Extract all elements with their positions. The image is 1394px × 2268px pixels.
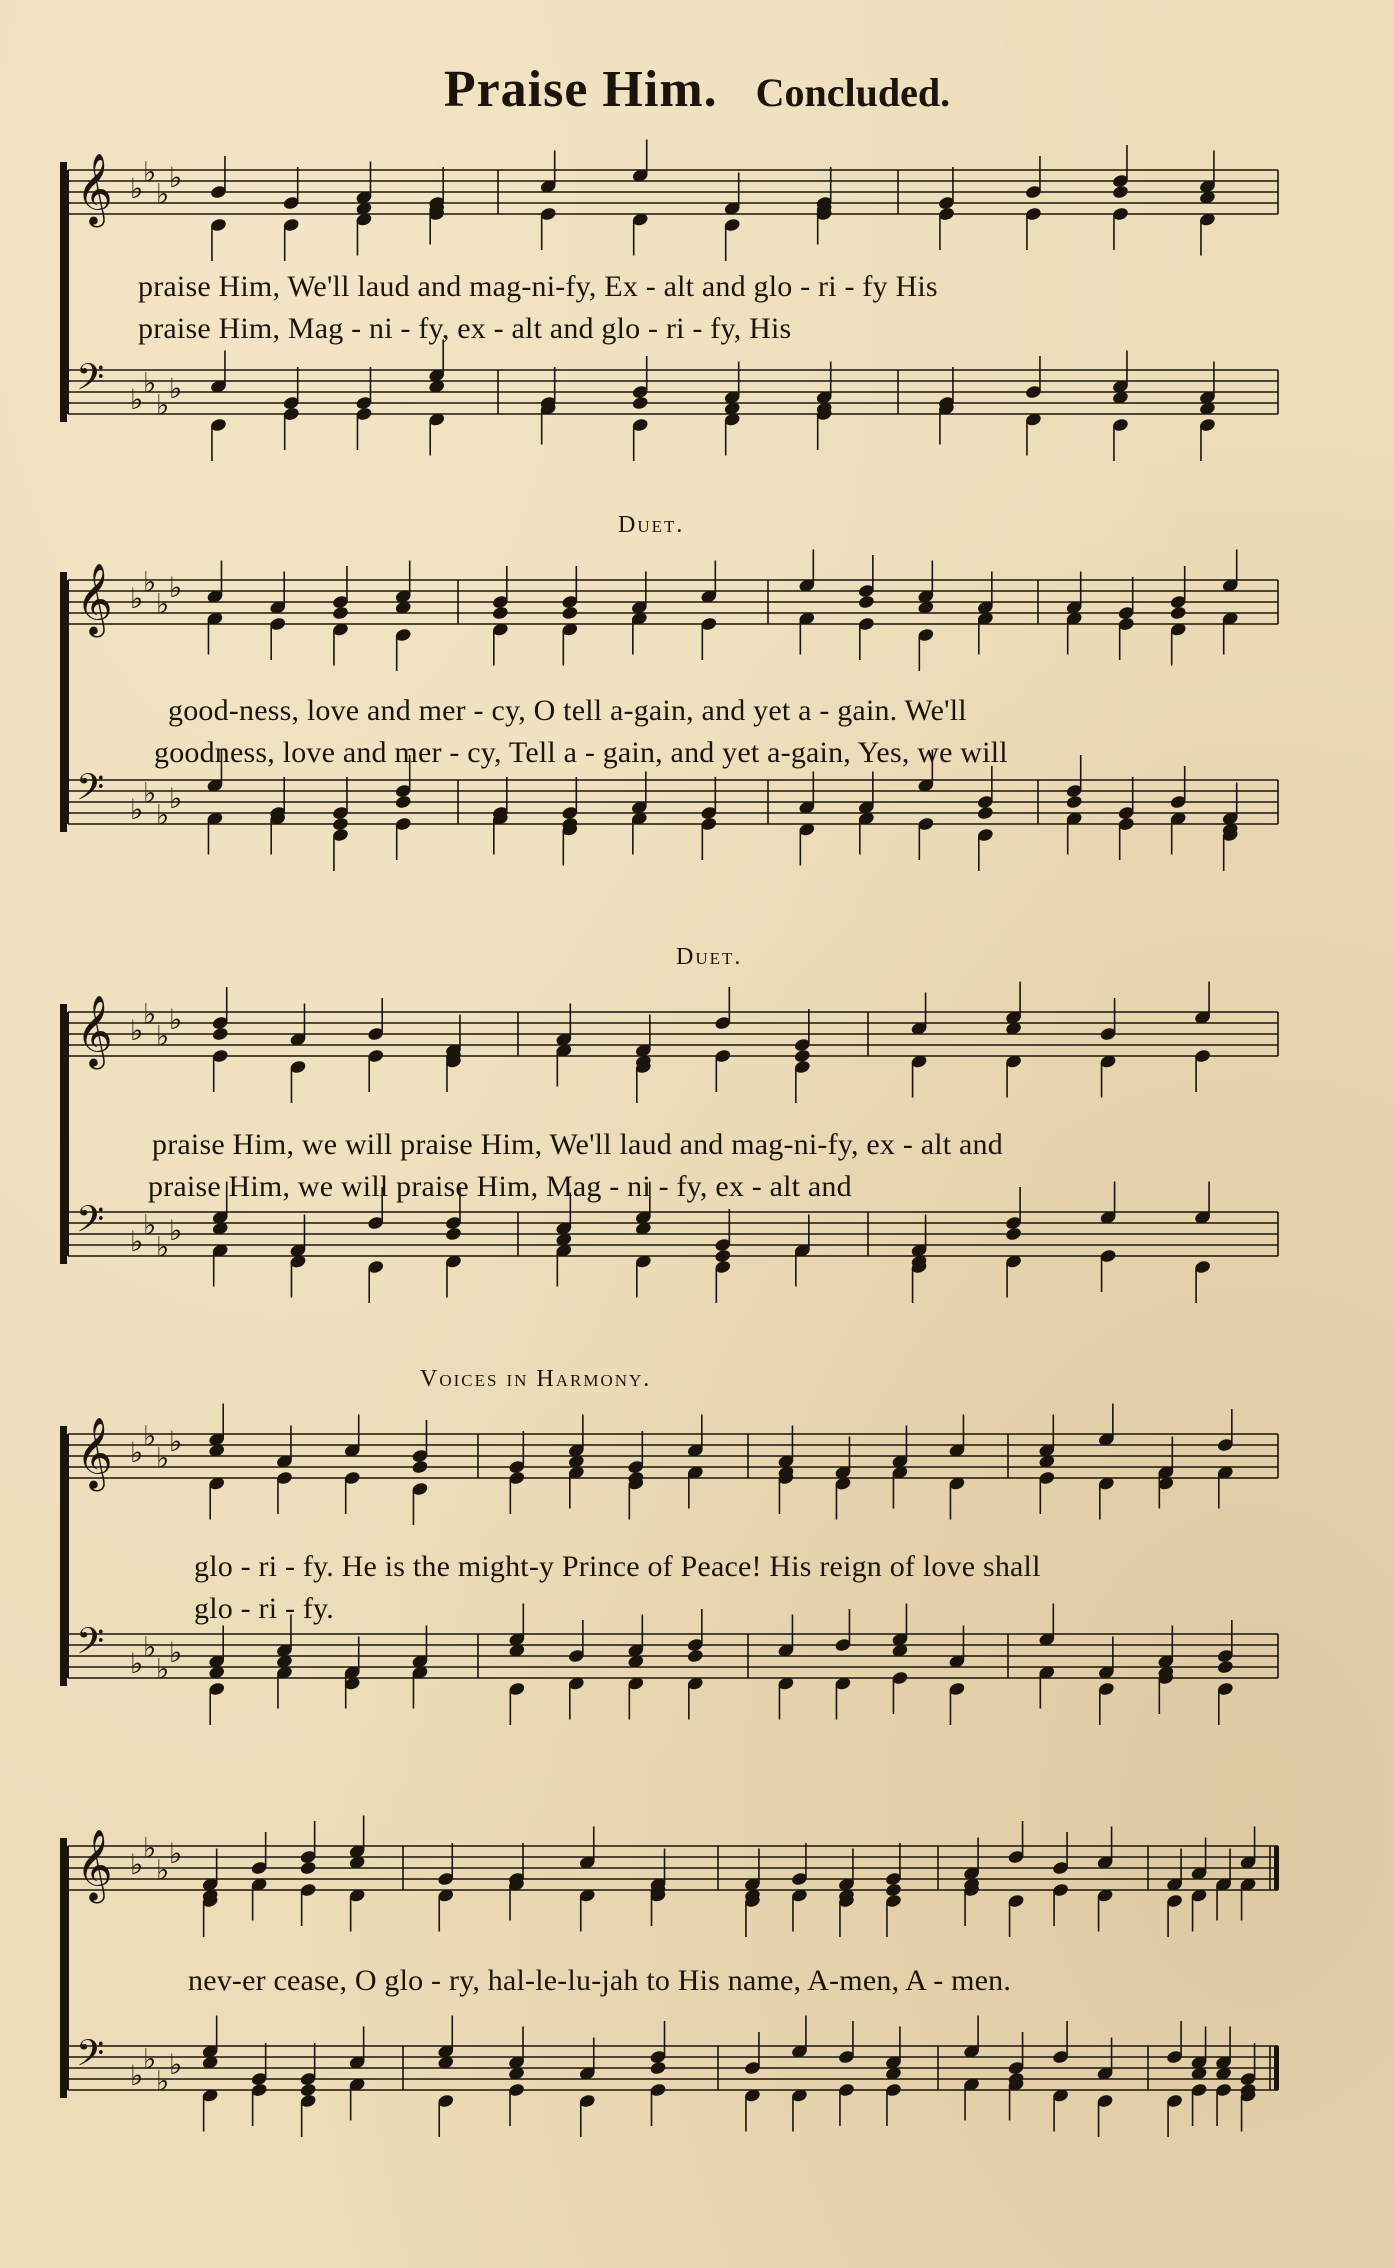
system-brace bbox=[60, 572, 67, 832]
music-system-2 bbox=[58, 560, 1278, 900]
system-brace bbox=[60, 1004, 67, 1264]
treble-clef-icon: 𝄞 bbox=[76, 151, 113, 225]
page-title: Praise Him. bbox=[443, 61, 718, 118]
treble-staff bbox=[68, 982, 1278, 1104]
lyric-line-1: praise Him, We'll laud and mag-ni-fy, Ex - alt and glo - ri - fy His bbox=[138, 270, 938, 303]
system-brace bbox=[60, 1426, 67, 1686]
page-subtitle: Concluded. bbox=[755, 70, 951, 115]
flat-sign-icon: ♭ bbox=[130, 1848, 144, 1881]
treble-staff bbox=[68, 140, 1278, 262]
flat-sign-icon: ♭ bbox=[156, 1652, 170, 1686]
final-bar-thick bbox=[1274, 1846, 1279, 1890]
flat-sign-icon: ♭ bbox=[169, 2048, 183, 2081]
flat-sign-icon: ♭ bbox=[143, 2042, 157, 2076]
section-heading-voices-in-harmony: Voices in Harmony. bbox=[420, 1366, 652, 1392]
section-heading-duet-1: Duet. bbox=[618, 512, 685, 538]
system-brace bbox=[60, 162, 67, 422]
flat-sign-icon: ♭ bbox=[156, 2064, 170, 2098]
note-head bbox=[411, 1459, 429, 1474]
note-head bbox=[1005, 1226, 1023, 1241]
flat-sign-icon: ♭ bbox=[169, 161, 183, 194]
music-system-3 bbox=[58, 992, 1278, 1332]
flat-sign-icon: ♭ bbox=[169, 782, 183, 815]
treble-clef-icon: 𝄞 bbox=[76, 1415, 113, 1489]
note-head bbox=[332, 605, 350, 620]
lyric-line-1: praise Him, we will praise Him, We'll laud and mag-ni-fy, ex - alt and bbox=[152, 1128, 1003, 1161]
bass-staff bbox=[68, 340, 1278, 462]
flat-sign-icon: ♭ bbox=[143, 1630, 157, 1664]
note-head bbox=[299, 1860, 317, 1875]
treble-staff bbox=[68, 1816, 1279, 1938]
flat-sign-icon: ♭ bbox=[169, 1837, 183, 1870]
note-head bbox=[561, 605, 579, 620]
bass-clef-icon: 𝄢 bbox=[76, 1620, 105, 1672]
flat-sign-icon: ♭ bbox=[130, 582, 144, 615]
note-head bbox=[686, 1648, 704, 1663]
flat-sign-icon: ♭ bbox=[156, 587, 170, 621]
flat-sign-icon: ♭ bbox=[130, 172, 144, 205]
flat-sign-icon: ♭ bbox=[156, 798, 170, 832]
music-system-5 bbox=[58, 1826, 1278, 2166]
flat-sign-icon: ♭ bbox=[130, 1647, 144, 1680]
flat-sign-icon: ♭ bbox=[169, 1636, 183, 1669]
treble-clef-icon: 𝄞 bbox=[76, 1827, 113, 1901]
system-brace bbox=[60, 1838, 67, 2098]
note-head bbox=[1216, 1659, 1234, 1674]
flat-sign-icon: ♭ bbox=[169, 1003, 183, 1036]
flat-sign-icon: ♭ bbox=[156, 1230, 170, 1264]
staff-notation-3 bbox=[58, 992, 1278, 1332]
note-head bbox=[976, 805, 994, 820]
note-head bbox=[857, 594, 875, 609]
lyric-line-1: glo - ri - fy. He is the might-y Prince of Peace! His reign of love shall bbox=[194, 1550, 1041, 1583]
flat-sign-icon: ♭ bbox=[130, 2059, 144, 2092]
flat-sign-icon: ♭ bbox=[169, 1214, 183, 1247]
lyric-line-1: good-ness, love and mer - cy, O tell a-gain, and yet a - gain. We'll bbox=[168, 694, 967, 727]
flat-sign-icon: ♭ bbox=[130, 1436, 144, 1469]
flat-sign-icon: ♭ bbox=[143, 565, 157, 599]
flat-sign-icon: ♭ bbox=[156, 1853, 170, 1887]
flat-sign-icon: ♭ bbox=[156, 1441, 170, 1475]
lyric-line-2: praise Him, we will praise Him, Mag - ni - fy, ex - alt and bbox=[148, 1170, 852, 1203]
bass-clef-icon: 𝄢 bbox=[76, 356, 105, 408]
music-system-4 bbox=[58, 1414, 1278, 1754]
treble-clef-icon: 𝄞 bbox=[76, 993, 113, 1067]
flat-sign-icon: ♭ bbox=[143, 1831, 157, 1865]
lyric-line-2: praise Him, Mag - ni - fy, ex - alt and glo - ri - fy, His bbox=[138, 312, 792, 345]
bass-clef-icon: 𝄢 bbox=[76, 766, 105, 818]
note-head bbox=[1112, 184, 1130, 199]
flat-sign-icon: ♭ bbox=[143, 1208, 157, 1242]
flat-sign-icon: ♭ bbox=[143, 1419, 157, 1453]
music-system-1 bbox=[58, 150, 1278, 490]
flat-sign-icon: ♭ bbox=[143, 366, 157, 400]
treble-clef-icon: 𝄞 bbox=[76, 561, 113, 635]
bass-clef-icon: 𝄢 bbox=[76, 1198, 105, 1250]
title-row bbox=[0, 60, 1394, 119]
flat-sign-icon: ♭ bbox=[143, 997, 157, 1031]
flat-sign-icon: ♭ bbox=[156, 388, 170, 422]
flat-sign-icon: ♭ bbox=[130, 383, 144, 416]
flat-sign-icon: ♭ bbox=[169, 372, 183, 405]
flat-sign-icon: ♭ bbox=[130, 793, 144, 826]
flat-sign-icon: ♭ bbox=[130, 1014, 144, 1047]
lyric-line-2: goodness, love and mer - cy, Tell a - gain, and yet a-gain, Yes, we will bbox=[154, 736, 1008, 769]
bass-clef-icon: 𝄢 bbox=[76, 2032, 105, 2084]
flat-sign-icon: ♭ bbox=[156, 177, 170, 211]
flat-sign-icon: ♭ bbox=[169, 1425, 183, 1458]
lyric-line-1: nev-er cease, O glo - ry, hal-le-lu-jah to His name, A-men, A - men. bbox=[188, 1964, 1012, 1997]
flat-sign-icon: ♭ bbox=[143, 155, 157, 189]
note-head bbox=[211, 1026, 229, 1041]
treble-staff bbox=[68, 550, 1278, 672]
note-head bbox=[445, 1226, 463, 1241]
lyric-line-2: glo - ri - fy. bbox=[194, 1592, 334, 1625]
section-heading-duet-2: Duet. bbox=[676, 944, 743, 970]
staff-notation-2 bbox=[58, 560, 1278, 900]
treble-staff bbox=[68, 1404, 1278, 1526]
note-head bbox=[1169, 605, 1187, 620]
note-head bbox=[649, 2060, 667, 2075]
note-head bbox=[491, 605, 509, 620]
note-head bbox=[631, 395, 649, 410]
flat-sign-icon: ♭ bbox=[156, 1019, 170, 1053]
flat-sign-icon: ♭ bbox=[130, 1225, 144, 1258]
note-head bbox=[394, 794, 412, 809]
note-head bbox=[1065, 794, 1083, 809]
staff-notation-4 bbox=[58, 1414, 1278, 1754]
bass-staff bbox=[68, 2016, 1279, 2138]
flat-sign-icon: ♭ bbox=[169, 571, 183, 604]
final-bar-thick bbox=[1274, 2046, 1279, 2090]
flat-sign-icon: ♭ bbox=[143, 776, 157, 810]
